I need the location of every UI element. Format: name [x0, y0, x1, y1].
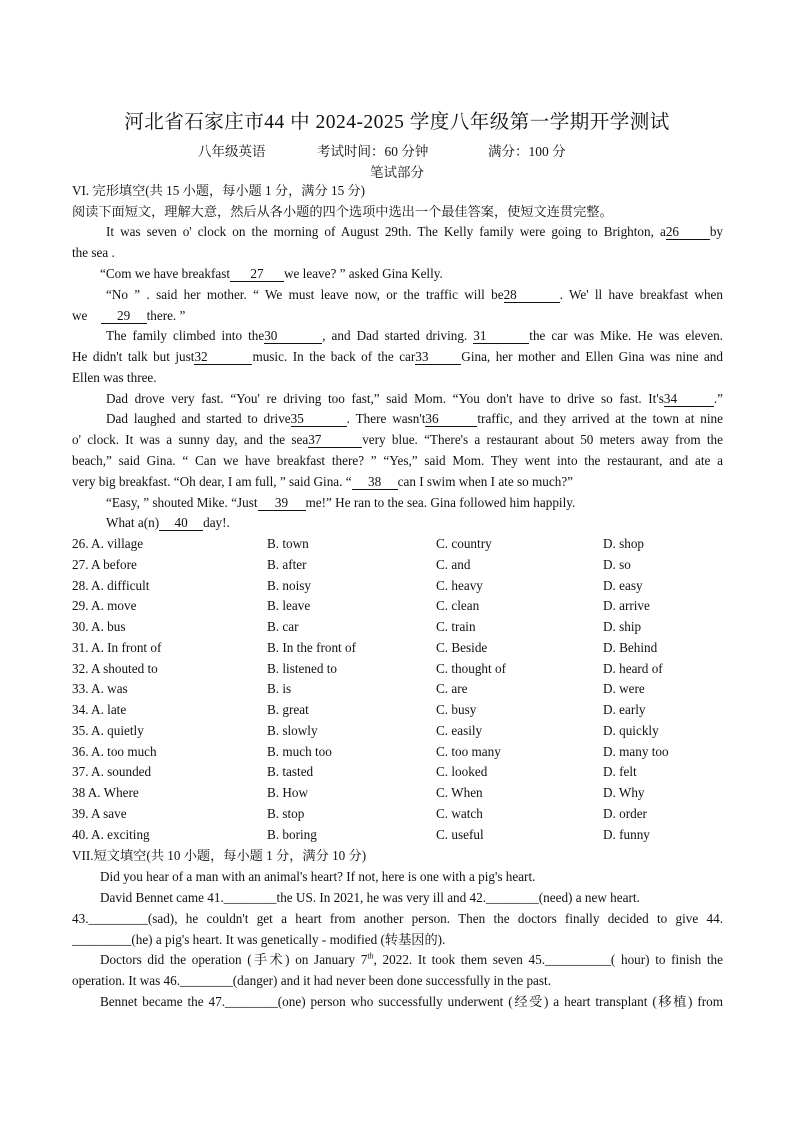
- option-36-a[interactable]: 36. A. too much: [72, 743, 157, 759]
- blank-26[interactable]: 26: [666, 224, 710, 240]
- option-33-a[interactable]: 33. A. was: [72, 681, 128, 697]
- option-29-d[interactable]: D. arrive: [603, 598, 650, 614]
- blank-36[interactable]: 36: [425, 411, 477, 427]
- option-30-b[interactable]: B. car: [267, 619, 299, 634]
- option-32-b[interactable]: B. listened to: [267, 660, 337, 676]
- blank-33[interactable]: 33: [415, 349, 461, 365]
- passage-line: “Com we have breakfast 27 we leave? ” asked Gina Kelly.: [100, 266, 443, 281]
- option-38-c[interactable]: C. When: [436, 785, 483, 800]
- option-32-c[interactable]: C. thought of: [436, 660, 506, 676]
- option-27-c[interactable]: C. and: [436, 556, 471, 572]
- option-26-c[interactable]: C. country: [436, 536, 492, 551]
- option-37-a[interactable]: 37. A. sounded: [72, 764, 152, 780]
- blank-30[interactable]: 30: [264, 328, 322, 344]
- passage-line: beach,” said Gina. “ Can we have breakfast there? ” “Yes,” said Mom. They went into the restaurant, and ate a: [72, 453, 723, 468]
- option-30-a[interactable]: 30. A. bus: [72, 619, 126, 634]
- option-34-d[interactable]: D. early: [603, 702, 646, 717]
- option-34-a[interactable]: 34. A. late: [72, 702, 127, 717]
- option-32-a[interactable]: 32. A shouted to: [72, 660, 158, 676]
- blank-40[interactable]: 40: [159, 515, 203, 531]
- passage-line: the sea .: [72, 245, 115, 260]
- section7-line: Did you hear of a man with an animal's heart? If not, here is one with a pig's heart.: [100, 869, 536, 884]
- passage-line: Dad drove very fast. “You' re driving too fast,” said Mom. “You don't have to drive so fast. It's34 .”: [106, 391, 723, 406]
- option-37-b[interactable]: B. tasted: [267, 764, 314, 780]
- option-39-b[interactable]: B. stop: [267, 805, 305, 821]
- option-29-a[interactable]: 29. A. move: [72, 598, 137, 614]
- passage-line: Ellen was three.: [72, 370, 157, 385]
- option-35-d[interactable]: D. quickly: [603, 722, 659, 738]
- option-27-d[interactable]: D. so: [603, 556, 631, 572]
- option-35-a[interactable]: 35. A. quietly: [72, 722, 144, 738]
- option-40-b[interactable]: B. boring: [267, 826, 317, 842]
- section7-line: _________(he) a pig's heart. It was genetically - modified (转基因的).: [72, 932, 446, 947]
- blank-29[interactable]: 29: [101, 308, 147, 324]
- option-26-d[interactable]: D. shop: [603, 536, 645, 551]
- option-40-c[interactable]: C. useful: [436, 826, 484, 842]
- blank-34[interactable]: 34: [664, 391, 714, 407]
- option-28-a[interactable]: 28. A. difficult: [72, 577, 150, 593]
- blank-35[interactable]: 35: [291, 411, 347, 427]
- option-29-c[interactable]: C. clean: [436, 598, 480, 614]
- option-35-c[interactable]: C. easily: [436, 722, 483, 738]
- section6-instruction: 阅读下面短文，理解大意，然后从各小题的四个选项中选出一个最佳答案，使短文连贯完整。: [72, 204, 613, 219]
- passage-line: It was seven o' clock on the morning of August 29th. The Kelly family were going to Brighton, a26 by: [106, 224, 723, 239]
- section6-heading: VI. 完形填空(共 15 小题，每小题 1 分，满分 15 分): [72, 183, 366, 198]
- option-26-a[interactable]: 26. A. village: [72, 536, 144, 551]
- option-31-a[interactable]: 31. A. In front of: [72, 639, 162, 655]
- option-34-c[interactable]: C. busy: [436, 702, 477, 717]
- blank-27[interactable]: 27: [230, 266, 284, 282]
- option-36-c[interactable]: C. too many: [436, 743, 501, 759]
- passage-line: o' clock. It was a sunny day, and the sea37 very blue. “There's a restaurant about 50 meters away from the: [72, 432, 723, 447]
- option-36-b[interactable]: B. much too: [267, 743, 332, 759]
- option-28-c[interactable]: C. heavy: [436, 577, 483, 593]
- option-38-a[interactable]: 38 A. Where: [72, 785, 139, 800]
- option-27-b[interactable]: B. after: [267, 556, 307, 572]
- option-39-d[interactable]: D. order: [603, 805, 647, 821]
- option-37-d[interactable]: D. felt: [603, 764, 637, 780]
- section7-line: operation. It was 46.________(danger) and it had never been done successfully in the past.: [72, 973, 552, 988]
- blank-32[interactable]: 32: [194, 349, 252, 365]
- part-label: 笔试部分: [370, 165, 424, 180]
- section7-line: Doctors did the operation (手术) on January 7th, 2022. It took them seven 45.__________( hour) to finish the: [100, 951, 723, 967]
- blank-38[interactable]: 38: [352, 474, 398, 490]
- option-31-b[interactable]: B. In the front of: [267, 639, 356, 655]
- option-39-a[interactable]: 39. A save: [72, 805, 127, 821]
- option-29-b[interactable]: B. leave: [267, 598, 311, 614]
- option-35-b[interactable]: B. slowly: [267, 722, 318, 738]
- option-33-c[interactable]: C. are: [436, 681, 468, 697]
- section7-heading: VII.短文填空(共 10 小题，每小题 1 分，满分 10 分): [72, 848, 367, 863]
- blank-28[interactable]: 28: [504, 287, 560, 303]
- passage-line: “Easy, ” shouted Mike. “Just 39 me!” He ran to the sea. Gina followed him happily.: [106, 495, 576, 510]
- option-30-c[interactable]: C. train: [436, 619, 476, 634]
- option-26-b[interactable]: B. town: [267, 536, 309, 551]
- passage-line: The family climbed into the30 , and Dad started driving. 31 the car was Mike. He was eleven.: [106, 328, 723, 343]
- score-label: 满分：100 分: [488, 144, 566, 159]
- passage-line: Dad laughed and started to drive35 . There wasn't36 traffic, and they arrived at the town at nine: [106, 411, 724, 426]
- option-36-d[interactable]: D. many too: [603, 743, 669, 759]
- option-40-d[interactable]: D. funny: [603, 826, 650, 842]
- option-34-b[interactable]: B. great: [267, 702, 309, 717]
- option-31-c[interactable]: C. Beside: [436, 639, 488, 655]
- time-label: 考试时间：60 分钟: [317, 144, 429, 159]
- option-40-a[interactable]: 40. A. exciting: [72, 826, 150, 842]
- exam-title: 河北省石家庄市44 中 2024-2025 学度八年级第一学期开学测试: [124, 112, 670, 133]
- option-28-d[interactable]: D. easy: [603, 577, 643, 593]
- blank-31[interactable]: 31: [473, 328, 529, 344]
- option-38-b[interactable]: B. How: [267, 785, 309, 800]
- option-37-c[interactable]: C. looked: [436, 764, 488, 780]
- passage-line: What a(n) 40 day!.: [106, 515, 230, 530]
- option-28-b[interactable]: B. noisy: [267, 577, 311, 593]
- option-39-c[interactable]: C. watch: [436, 805, 483, 821]
- passage-line: He didn't talk but just32 music. In the back of the car33 Gina, her mother and Ellen Gina was nine and: [72, 349, 723, 364]
- option-38-d[interactable]: D. Why: [603, 785, 645, 800]
- option-33-b[interactable]: B. is: [267, 681, 292, 697]
- section7-line: 43._________(sad), he couldn't get a heart from another person. Then the doctors finally decided to give 44.: [72, 911, 723, 926]
- option-31-d[interactable]: D. Behind: [603, 639, 658, 655]
- blank-39[interactable]: 39: [258, 495, 306, 511]
- option-32-d[interactable]: D. heard of: [603, 660, 663, 676]
- option-27-a[interactable]: 27. A before: [72, 556, 137, 572]
- section7-line: David Bennet came 41.________the US. In 2021, he was very ill and 42.________(need) a new heart.: [100, 890, 640, 905]
- option-33-d[interactable]: D. were: [603, 681, 645, 697]
- passage-line: very big breakfast. “Oh dear, I am full, ” said Gina. “ 38 can I swim when I ate so much?”: [72, 474, 574, 489]
- section7-line: Bennet became the 47.________(one) person who successfully underwent (经受) a heart transplant (移植) from: [100, 994, 723, 1009]
- subject-label: 八年级英语: [198, 144, 266, 159]
- blank-37[interactable]: 37: [308, 432, 362, 448]
- passage-line: “No ” . said her mother. “ We must leave now, or the traffic will be28 . We' ll have breakfast when: [106, 287, 723, 302]
- passage-line: we 29 there. ”: [72, 308, 186, 323]
- option-30-d[interactable]: D. ship: [603, 619, 642, 634]
